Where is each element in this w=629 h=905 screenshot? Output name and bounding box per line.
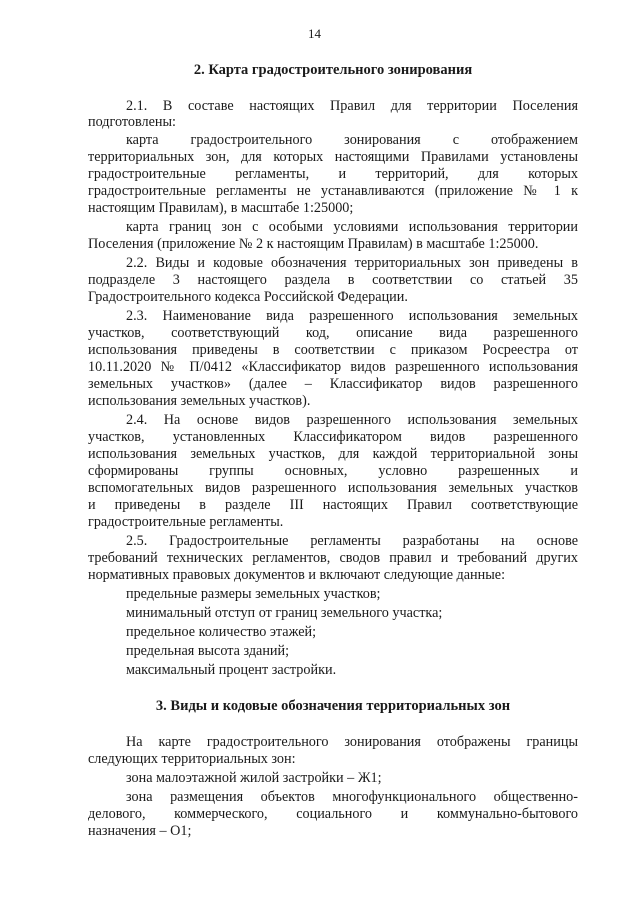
paragraph-line: 2.3. Наименование вида разрешенного использования земельных bbox=[126, 308, 578, 324]
paragraph-line: градостроительные регламенты. bbox=[88, 514, 284, 530]
paragraph-line: сформированы группы основных, условно разрешенных и bbox=[88, 463, 578, 479]
paragraph-line: На карте градостроительного зонирования отображены границы bbox=[126, 734, 578, 750]
list-item: предельное количество этажей; bbox=[126, 624, 317, 640]
paragraph-line: Градостроительного кодекса Российской Федерации. bbox=[88, 289, 408, 305]
paragraph-line: карта градостроительного зонирования с отображением bbox=[126, 132, 578, 148]
paragraph-line: вспомогательных видов разрешенного использования земельных участков bbox=[88, 480, 578, 496]
paragraph-line: использования земельных участков). bbox=[88, 393, 311, 409]
paragraph-line: 2.4. На основе видов разрешенного использования земельных bbox=[126, 412, 578, 428]
paragraph-line: Поселения (приложение № 2 к настоящим Правилам) в масштабе 1:25000. bbox=[88, 236, 539, 252]
paragraph-line: следующих территориальных зон: bbox=[88, 751, 296, 767]
paragraph-line: участков, соответствующий код, описание вида разрешенного bbox=[88, 325, 578, 341]
paragraph-line: участков, установленных Классификатором видов разрешенного bbox=[88, 429, 578, 445]
list-item: зона размещения объектов многофункционального общественно- bbox=[126, 789, 578, 805]
paragraph-line: земельных участков» (далее – Классификатор видов разрешенного bbox=[88, 376, 578, 392]
section-3-heading: 3. Виды и кодовые обозначения территориальных зон bbox=[155, 698, 511, 714]
paragraph-line: территориальных зон, для которых настоящими Правилами установлены bbox=[88, 149, 578, 165]
paragraph-line: 10.11.2020 № П/0412 «Классификатор видов разрешенного использования bbox=[88, 359, 578, 375]
list-item: максимальный процент застройки. bbox=[126, 662, 337, 678]
paragraph-line: градостроительные регламенты, и территорий, для которых bbox=[88, 166, 578, 182]
paragraph-line: 2.2. Виды и кодовые обозначения территориальных зон приведены в bbox=[126, 255, 578, 271]
paragraph-line: подготовлены: bbox=[88, 114, 176, 130]
paragraph-line: 2.5. Градостроительные регламенты разработаны на основе bbox=[126, 533, 578, 549]
list-item: минимальный отступ от границ земельного участка; bbox=[126, 605, 443, 621]
paragraph-line: делового, коммерческого, социального и коммунально-бытового bbox=[88, 806, 578, 822]
page-number: 14 bbox=[308, 26, 321, 41]
section-2-heading: 2. Карта градостроительного зонирования bbox=[193, 62, 473, 78]
paragraph-line: карта границ зон с особыми условиями использования территории bbox=[126, 219, 578, 235]
paragraph-line: градостроительные регламенты не устанавливаются (приложение № 1 к bbox=[88, 183, 578, 199]
paragraph-line: требований технических регламентов, сводов правил и требований других bbox=[88, 550, 578, 566]
paragraph-line: и приведены в разделе III настоящих Правил соответствующие bbox=[88, 497, 578, 513]
paragraph-line: использования приведены в соответствии с приказом Росреестра от bbox=[88, 342, 578, 358]
paragraph-line: назначения – О1; bbox=[88, 823, 192, 839]
paragraph-line: настоящим Правилам), в масштабе 1:25000; bbox=[88, 200, 354, 216]
paragraph-line: использования земельных участков, для каждой территориальной зоны bbox=[88, 446, 578, 462]
paragraph-line: 2.1. В составе настоящих Правил для территории Поселения bbox=[126, 98, 578, 114]
list-item: предельная высота зданий; bbox=[126, 643, 290, 659]
list-item: зона малоэтажной жилой застройки – Ж1; bbox=[126, 770, 382, 786]
paragraph-line: подразделе 3 настоящего раздела в соответствии со статьей 35 bbox=[88, 272, 578, 288]
list-item: предельные размеры земельных участков; bbox=[126, 586, 381, 602]
paragraph-line: нормативных правовых документов и включают следующие данные: bbox=[88, 567, 506, 583]
